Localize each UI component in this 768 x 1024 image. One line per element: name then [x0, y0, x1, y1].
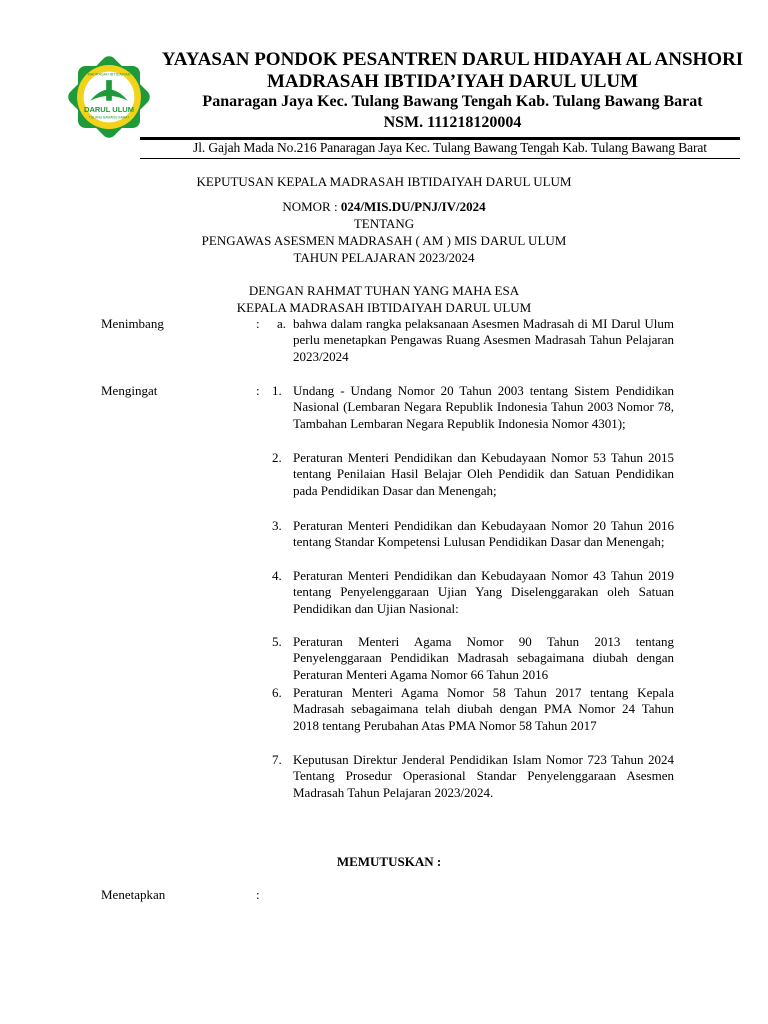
academic-year: TAHUN PELAJARAN 2023/2024 — [293, 250, 475, 265]
school-logo — [62, 50, 156, 144]
letterhead-rule-bottom — [140, 158, 740, 159]
list-item-marker: 5. — [272, 634, 282, 649]
number-prefix: NOMOR : — [282, 199, 341, 214]
considering-marker: a. — [277, 316, 287, 331]
list-item: Peraturan Menteri Pendidikan dan Kebudayaan Nomor 53 Tahun 2015 tentang Penilaian Hasil Belajar Oleh Pendidik dan Satuan Pendidikan pada Pendidikan Dasar dan Menengah; — [293, 450, 674, 498]
list-item: Peraturan Menteri Pendidikan dan Kebudayaan Nomor 20 Tahun 2016 tentang Standar Kompetensi Lulusan Pendidikan Dasar dan Menengah; — [293, 518, 674, 550]
school-address: Jl. Gajah Mada No.216 Panaragan Jaya Kec. Tulang Bawang Tengah Kab. Tulang Bawang Barat — [193, 140, 707, 155]
logo-small-text: MADRASAH IBTIDAIYAH — [87, 72, 131, 77]
list-item-marker: 4. — [272, 568, 282, 583]
list-item: Peraturan Menteri Pendidikan dan Kebudayaan Nomor 43 Tahun 2019 tentang Penyelenggaraan Ujian Yang Diselenggarakan oleh Satuan Pendidikan dan Ujian Nasional: — [293, 568, 674, 616]
establish-colon: : — [256, 887, 260, 902]
list-item-marker: 3. — [272, 518, 282, 533]
decides-heading: MEMUTUSKAN : — [336, 854, 442, 869]
logo-text: DARUL ULUM — [84, 105, 134, 115]
considering-colon: : — [256, 316, 260, 331]
school-location: Panaragan Jaya Kec. Tulang Bawang Tengah Kab. Tulang Bawang Barat — [202, 93, 703, 110]
list-item: Undang - Undang Nomor 20 Tahun 2003 tentang Sistem Pendidikan Nasional (Lembaran Negara Republik Indonesia Tahun 2003 Nomor 78, Tambahan Lembaran Negara Republik Indonesia Nomor 4301); — [293, 383, 674, 431]
number-value: 024/MIS.DU/PNJ/IV/2024 — [340, 199, 486, 214]
list-item-marker: 2. — [272, 450, 282, 465]
list-item: Peraturan Menteri Agama Nomor 90 Tahun 2013 tentang Penyelenggaraan Pendidikan Madrasah sebagaimana diubah dengan Peraturan Menteri Agama Nomor 66 Tahun 2016 — [293, 634, 674, 682]
decision-subject: PENGAWAS ASESMEN MADRASAH ( AM ) MIS DARUL ULUM — [201, 233, 567, 248]
logo-bottom-text: TULANG BAWANG BARAT — [88, 115, 130, 120]
about-label: TENTANG — [353, 216, 415, 231]
list-item: Keputusan Direktur Jenderal Pendidikan Islam Nomor 723 Tahun 2024 Tentang Prosedur Operasional Standar Penyelenggaraan Asesmen Madrasah Tahun Pelajaran 2023/2024. — [293, 752, 674, 800]
decision-number — [0, 199, 768, 215]
list-item: Peraturan Menteri Agama Nomor 58 Tahun 2017 tentang Kepala Madrasah sebagaimana telah diubah dengan PMA Nomor 24 Tahun 2018 tentang Perubahan Atas PMA Nomor 58 Tahun 2017 — [293, 685, 674, 733]
logo-pen-icon — [106, 80, 112, 101]
school-name: MADRASAH IBTIDA’IYAH DARUL ULUM — [266, 71, 639, 92]
decision-title: KEPUTUSAN KEPALA MADRASAH IBTIDAIYAH DARUL ULUM — [196, 174, 572, 189]
considering-text: bahwa dalam rangka pelaksanaan Asesmen Madrasah di MI Darul Ulum perlu menetapkan Pengawas Ruang Asesmen Madrasah Tahun Pelajaran 2023/2024 — [293, 316, 674, 364]
blessing-line: DENGAN RAHMAT TUHAN YANG MAHA ESA — [248, 283, 520, 298]
list-item-marker: 6. — [272, 685, 282, 700]
remembering-label: Mengingat — [101, 383, 158, 398]
foundation-name: YAYASAN PONDOK PESANTREN DARUL HIDAYAH AL ANSHORI — [161, 49, 744, 70]
authority-line: KEPALA MADRASAH IBTIDAIYAH DARUL ULUM — [236, 300, 532, 315]
establish-label: Menetapkan — [101, 887, 166, 902]
considering-label: Menimbang — [101, 316, 164, 331]
remembering-colon: : — [256, 383, 260, 398]
school-nsm: NSM. 111218120004 — [383, 114, 522, 131]
list-item-marker: 1. — [272, 383, 282, 398]
list-item-marker: 7. — [272, 752, 282, 767]
